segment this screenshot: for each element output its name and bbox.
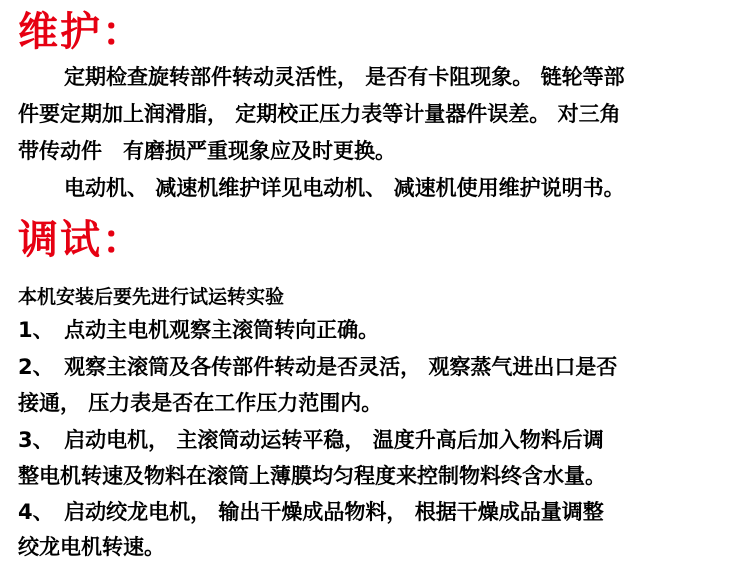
commissioning-intro: 本机安装后要先进行试运转实验 [18, 286, 285, 308]
section-heading-maintenance: 维护： [18, 9, 144, 55]
commissioning-step-2: 2、 观察主滚筒及各传部件转动是否灵活， 观察蒸气进出口是否 [18, 355, 618, 379]
section-heading-commissioning: 调试： [18, 217, 144, 263]
commissioning-step-2-cont: 接通， 压力表是否在工作压力范围内。 [18, 391, 383, 415]
commissioning-step-4: 4、 启动绞龙电机， 输出干燥成品物料， 根据干燥成品量调整 [18, 500, 604, 524]
maintenance-line-2: 件要定期加上润滑脂， 定期校正压力表等计量器件误差。 对三角 [18, 102, 621, 126]
commissioning-step-3-cont: 整电机转速及物料在滚筒上薄膜均匀程度来控制物料终含水量。 [18, 464, 606, 488]
maintenance-line-1: 定期检查旋转部件转动灵活性， 是否有卡阻现象。 链轮等部 [64, 65, 625, 89]
commissioning-step-4-cont: 绞龙电机转速。 [18, 535, 165, 559]
maintenance-line-4: 电动机、 减速机维护详见电动机、 减速机使用维护说明书。 [64, 176, 625, 200]
maintenance-line-3: 带传动件 有磨损严重现象应及时更换。 [18, 139, 396, 163]
commissioning-step-1: 1、 点动主电机观察主滚筒转向正确。 [18, 318, 380, 342]
commissioning-step-3: 3、 启动电机， 主滚筒动运转平稳， 温度升高后加入物料后调 [18, 428, 604, 452]
